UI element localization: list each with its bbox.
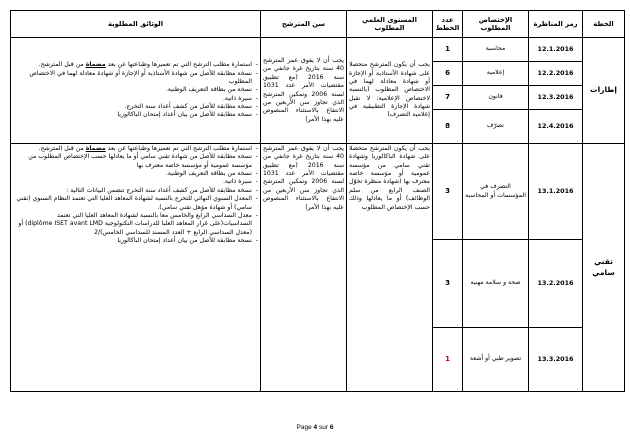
header-specialty: الإختصاص المطلوب (463, 11, 529, 38)
count-cell: 6 (433, 62, 463, 86)
code-cell: 13.2.2016 (529, 240, 583, 328)
count-cell: 3 (433, 144, 463, 240)
code-cell: 13.1.2016 (529, 144, 583, 240)
specialty-cell: صحة و سلامة مهنية (463, 240, 529, 328)
docs-cell (11, 38, 261, 144)
age-cell: يجب أن لا يفوق عمر المترشح 40 سنة بتاريخ غرة جانفي من سنة 2016 (مع تطبيق مقتضيات الأمر عدد 1031 لسنة 2006 وتمكين المترشح الذي تجاوز سن الأربعين من الانتفاع بالاستثناء المنصوص عليه بهذا الأمر) (261, 144, 347, 392)
code-cell: 12.3.2016 (529, 86, 583, 110)
table-row (11, 38, 625, 62)
header-age: سن المترشح (261, 11, 347, 38)
age-cell: يجب أن لا يفوق عمر المترشح 40 سنة بتاريخ غرة جانفي من سنة 2016 (مع تطبيق مقتضيات الأمر عدد 1031 لسنة 2006 وتمكين المترشح الذي تجاوز سن الأربعين من الانتفاع بالاستثناء المنصوص عليه بهذا الأمر) (261, 38, 347, 144)
level-cell: يجب أن يكون المترشح متحصلا على شهادة الأستاذية أو الإجازة أو شهادة معادلة لهما في الاختصاص المطلوب (بالنسبة لاختصاص الإعلامية: لا تقبل شهادة الإجازة التطبيقية في إعلامية التصرف) (347, 38, 433, 144)
list-item: - نسخة مطابقة للأصل من بيان أعداد إمتحان الباكالوريا (13, 237, 258, 245)
header-code: رمز المناظرة (529, 11, 583, 38)
list-item: - سيرة ذاتية. (13, 95, 258, 103)
header-docs: الوثائق المطلوبة (11, 11, 261, 38)
code-cell: 12.1.2016 (529, 38, 583, 62)
code-cell: 12.4.2016 (529, 110, 583, 144)
header-row (11, 11, 625, 38)
list-item: - نسخة مطابقة للأصل من بيان أعداد إمتحان الباكالوريا (13, 111, 258, 119)
list-item: - استمارة مطلب الترشح التي تم تعميرها وطباعتها عن بعد مضماة من قبل المترشح. (13, 61, 258, 69)
list-item: - نسخة من بطاقة التعريف الوطنية. (13, 86, 258, 94)
count-cell: 1 (433, 328, 463, 392)
page-footer: Page 4 sur 6 (296, 424, 334, 431)
list-item: - استمارة مطلب الترشح التي تم تعميرها وطباعتها عن بعد مضماة من قبل المترشح. (13, 145, 258, 153)
code-cell: 13.3.2016 (529, 328, 583, 392)
list-item: - نسخة مطابقة للأصل من كشف أعداد سنة التخرج. (13, 103, 258, 111)
count-cell: 3 (433, 240, 463, 328)
competition-table (10, 10, 625, 392)
level-cell: يجب أن يكون المترشح متحصلا على شهادة الباكالوريا وشهادة تقني سامي من مؤسسة عمومية أو مؤسسة خاصة معترف بها (شهادة منظرة تخوّل الصنف الرابع من سلم الوظائف) أو ما يعادلها وذلك حسب الإختصاص المطلوب (347, 144, 433, 392)
header-count: عدد الخطط (433, 11, 463, 38)
plan-cell: تقني سامي (583, 144, 625, 392)
count-cell: 1 (433, 38, 463, 62)
specialty-cell: تصوير طبي أو أشعة (463, 328, 529, 392)
docs-list (13, 145, 258, 245)
specialty-cell: محاسبة (463, 38, 529, 62)
docs-list (13, 61, 258, 120)
list-item: - نسخة مطابقة للأصل من شهادة الأستاذية أو الإجازة أو شهادة معادلة لهما في الاختصاص المطلوب (13, 70, 258, 87)
list-item: - معدل السداسي الرابع والخامس معا بالنسبة لشهادة المعاهد العليا التي تعتمد السداسيات(على غرار المعاهد العليا للدراسات التكنولوجية diplôme ISET avant LMD) أو (معدل السداسي الرابع + العدد المسند للسداسي الخامس)/2 (13, 212, 258, 237)
code-cell: 12.2.2016 (529, 62, 583, 86)
specialty-cell: التصرف في المؤسسات أو المحاسبة (463, 144, 529, 240)
header-level: المستوى العلمي المطلوب (347, 11, 433, 38)
plan-cell: إطارات (583, 38, 625, 144)
list-item: - سيرة ذاتية. (13, 178, 258, 186)
specialty-cell: قانون (463, 86, 529, 110)
list-item: - نسخة مطابقة للأصل من كشف أعداد سنة التخرج تتضمن البيانات التالية : (13, 187, 258, 195)
list-item: - نسخة من بطاقة التعريف الوطنية. (13, 170, 258, 178)
docs-cell (11, 144, 261, 392)
table-row (11, 144, 625, 240)
specialty-cell: تصرّف (463, 110, 529, 144)
count-cell: 8 (433, 110, 463, 144)
specialty-cell: إعلامية (463, 62, 529, 86)
header-plan: الخطة (583, 11, 625, 38)
list-item: - المعدل السنوي النهائي للتخرج بالنسبة لشهادة المعاهد العليا التي تعتمد النظام السنوي (تقني سامي) أو شهادة مؤهل تقني سامي). (13, 195, 258, 212)
list-item: - نسخة مطابقة للأصل من شهادة تقني سامي أو ما يعادلها حسب الإختصاص المطلوب من مؤسسة عمومية أو مؤسسة خاصة معترف بها (13, 153, 258, 170)
count-cell: 7 (433, 86, 463, 110)
